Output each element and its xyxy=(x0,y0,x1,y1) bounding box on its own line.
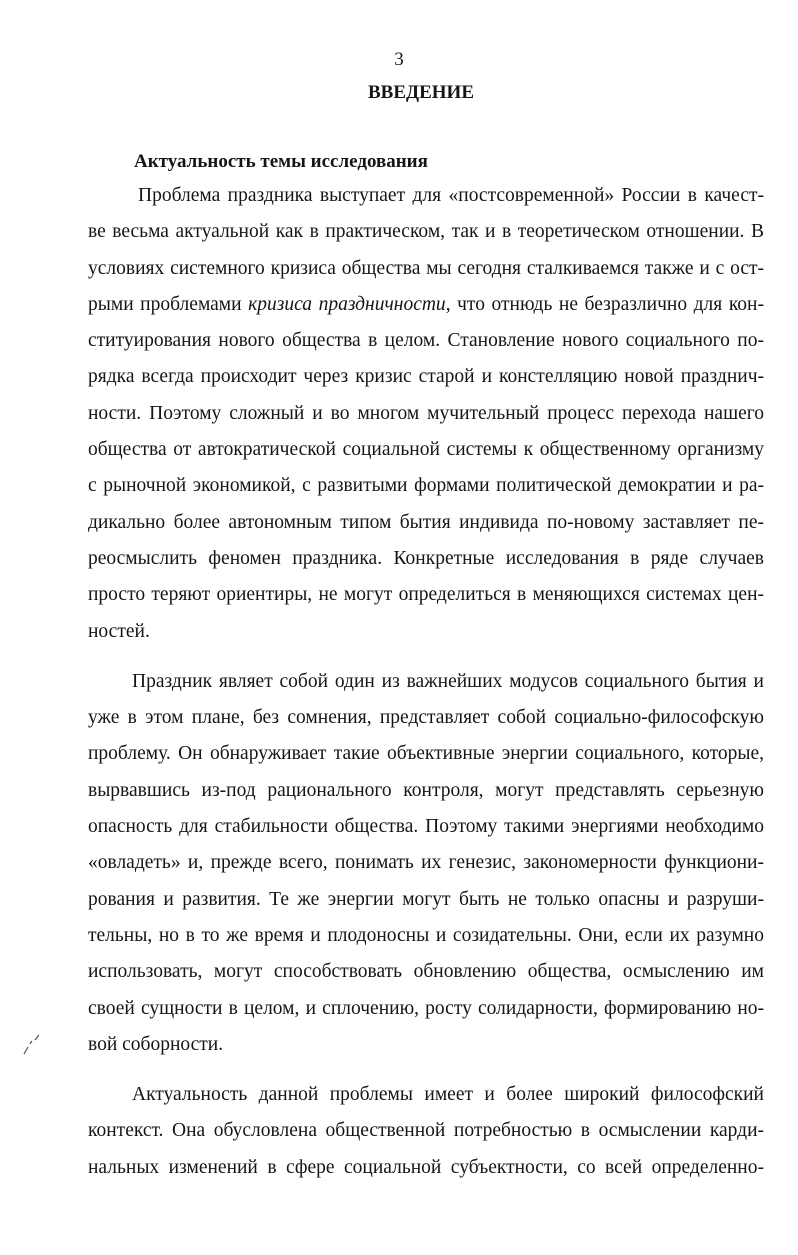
text-line: рования и развития. Те же энергии могут быть не только опасны и разруши- xyxy=(88,888,764,910)
emphasis-term: кризиса праздничности xyxy=(248,293,446,315)
text-line: Проблема праздника выступает для «постсовременной» России в качест- xyxy=(138,185,764,206)
text-line: ве весьма актуальной как в практическом, так и в теоретическом отношении. В xyxy=(88,221,764,243)
text-line: просто теряют ориентиры, не могут определиться в меняющихся системах цен- xyxy=(88,584,764,606)
text-line: дикально более автономным типом бытия индивида по-новому заставляет пе- xyxy=(88,511,764,533)
text-line: тельны, но в то же время и плодоносны и созидательны. Они, если их разумно xyxy=(88,924,764,946)
body-text xyxy=(88,178,764,1186)
page-heading: ВВЕДЕНИЕ xyxy=(368,82,474,103)
text-line: общества от автократической социальной системы к общественному организму xyxy=(88,439,764,461)
text-line: проблему. Он обнаруживает такие объективные энергии социального, которые, xyxy=(88,743,764,765)
text-line: «овладеть» и, прежде всего, понимать их генезис, закономерности функциони- xyxy=(88,852,764,874)
text-line: ностей. xyxy=(88,620,150,642)
pen-mark-icon xyxy=(22,1030,48,1056)
text-line: Праздник являет собой один из важнейших модусов социального бытия и xyxy=(132,670,764,692)
text-line: ности. Поэтому сложный и во многом мучительный процесс перехода нашего xyxy=(88,402,764,424)
text-line: рядка всегда происходит через кризис старой и констелляцию новой празднич- xyxy=(88,366,764,388)
text-line: уже в этом плане, без сомнения, представляет собой социально-философскую xyxy=(88,707,764,729)
section-heading: Актуальность темы исследования xyxy=(134,151,428,172)
text-line: использовать, могут способствовать обновлению общества, осмыслению им xyxy=(88,961,764,983)
text-run: , что отнюдь не безразлично для кон- xyxy=(445,293,764,315)
text-line: вырвавшись из-под рационального контроля, могут представлять серьезную xyxy=(88,779,764,801)
text-run: рыми проблемами xyxy=(88,293,249,315)
text-line: с рыночной экономикой, с развитыми формами политической демократии и ра- xyxy=(88,475,764,497)
text-line: вой соборности. xyxy=(88,1033,224,1055)
text-line: опасность для стабильности общества. Поэтому такими энергиями необходимо xyxy=(88,816,764,838)
text-line: своей сущности в целом, и сплочению, росту солидарности, формированию но- xyxy=(88,997,764,1019)
paragraph-2 xyxy=(88,664,764,1063)
text-line: Актуальность данной проблемы имеет и более широкий философский xyxy=(132,1084,764,1106)
text-line: нальных изменений в сфере социальной субъектности, со всей определенно- xyxy=(88,1156,764,1178)
text-line: условиях системного кризиса общества мы сегодня сталкиваемся также и с ост- xyxy=(88,257,764,279)
paragraph-1 xyxy=(88,178,764,650)
text-line: реосмыслить феномен праздника. Конкретные исследования в ряде случаев xyxy=(88,547,764,569)
paragraph-3 xyxy=(88,1077,764,1186)
page-number: 3 xyxy=(394,49,404,70)
text-line: ституирования нового общества в целом. Становление нового социального по- xyxy=(88,330,764,352)
text-line-with-emphasis xyxy=(88,287,764,323)
text-line: контекст. Она обусловлена общественной потребностью в осмыслении карди- xyxy=(88,1120,764,1142)
